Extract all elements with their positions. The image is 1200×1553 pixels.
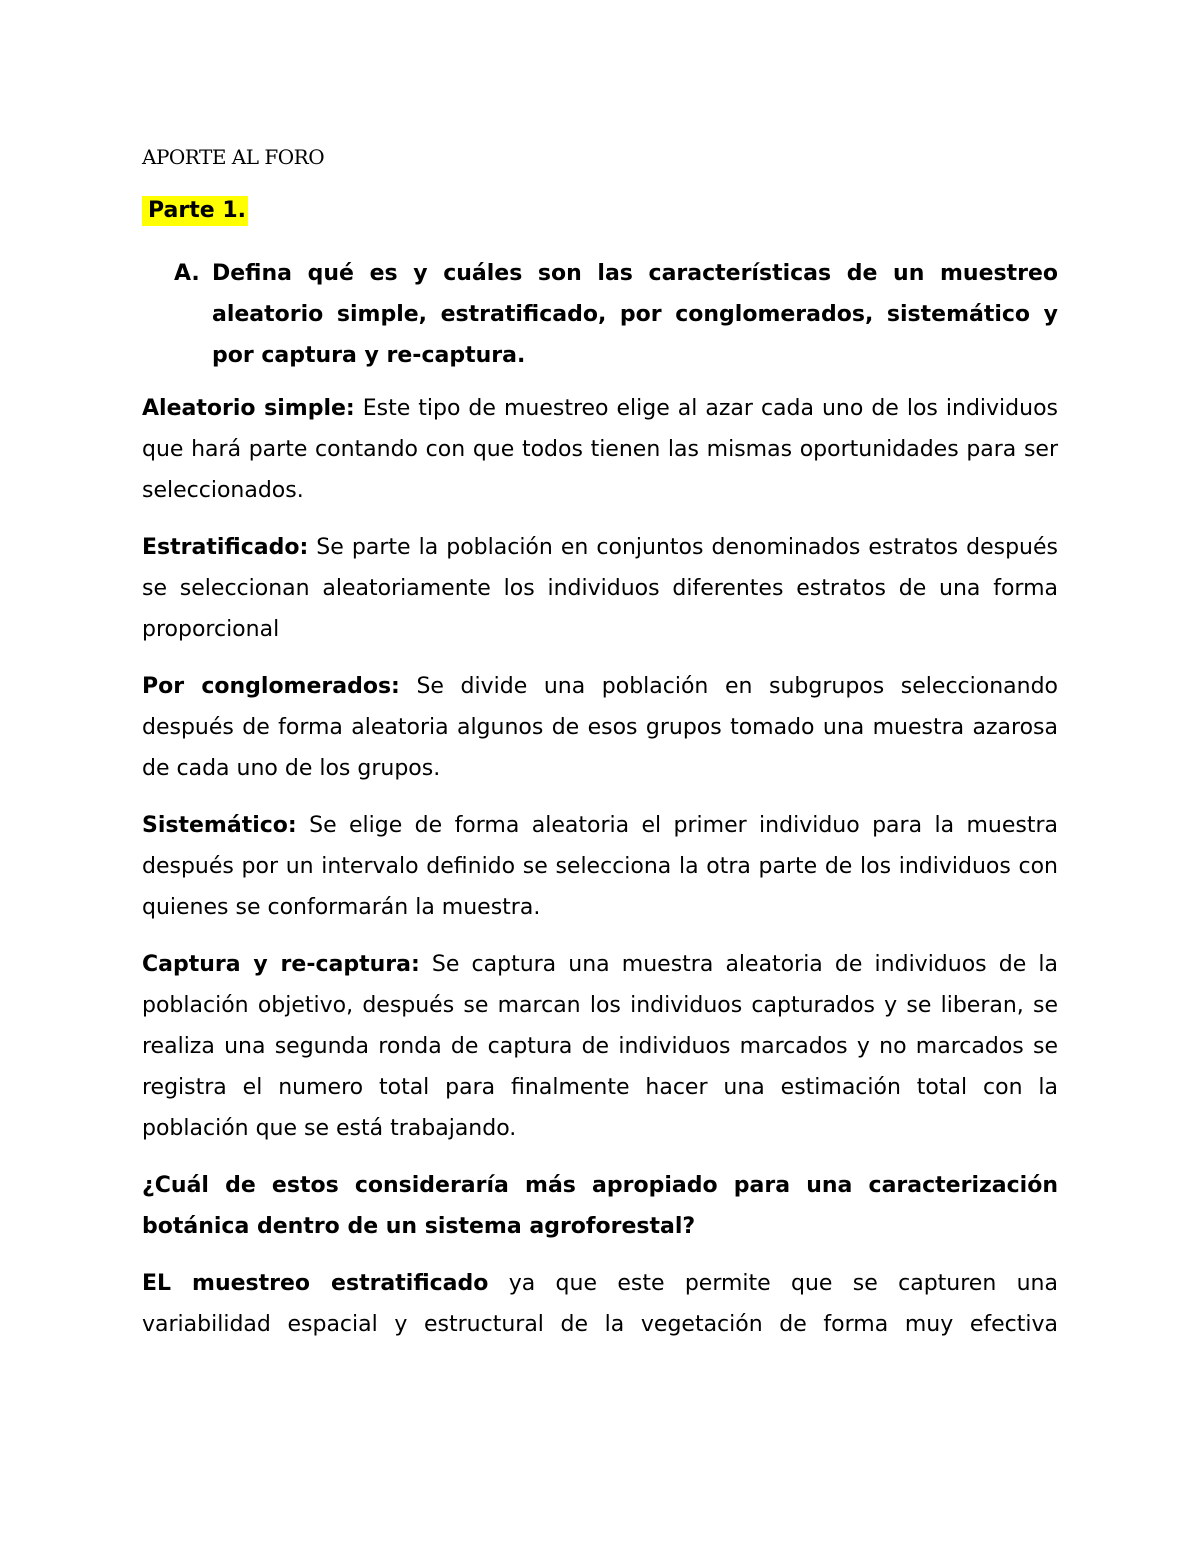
part-heading: Parte 1. — [142, 196, 248, 226]
definition-paragraph — [142, 388, 1058, 511]
definition-text: Se captura una muestra aleatoria de individuos de la población objetivo, después se marcan los individuos capturados y se liberan, se realiza una segunda ronda de captura de individuos marcados y no marcados se registra el numero total para finalmente hacer una estimación total con la población que se está trabajando. — [142, 952, 1058, 1141]
definition-paragraph — [142, 805, 1058, 928]
definition-term: Aleatorio simple: — [142, 396, 355, 421]
document-title: APORTE AL FORO — [142, 145, 325, 169]
definition-paragraph — [142, 944, 1058, 1149]
definition-text: Se divide una población en subgrupos seleccionando después de forma aleatoria algunos de esos grupos tomado una muestra azarosa de cada uno de los grupos. — [142, 674, 1059, 781]
definition-term: Estratificado: — [142, 535, 309, 560]
definition-paragraph — [142, 666, 1058, 789]
question-item — [142, 253, 1058, 376]
definition-term: Sistemático: — [142, 813, 297, 838]
definition-text: Se elige de forma aleatoria el primer individuo para la muestra después por un intervalo definido se selecciona la otra parte de los individuos con quienes se conformarán la muestra. — [142, 813, 1058, 920]
answer-text: ya que este permite que se capturen una variabilidad espacial y estructural de la vegetación de forma muy efectiva — [142, 1271, 1058, 1337]
definition-text: Se parte la población en conjuntos denominados estratos después se seleccionan aleatoriamente los individuos diferentes estratos de una forma proporcional — [142, 535, 1058, 642]
question-text: Defina qué es y cuáles son las características de un muestreo aleatorio simple, estratificado, por conglomerados, sistemático y por captura y re-captura. — [212, 261, 1058, 368]
definition-term: Por conglomerados: — [142, 674, 400, 699]
definition-term: Captura y re-captura: — [142, 952, 420, 977]
list-marker: A. — [174, 261, 200, 286]
answer-paragraph — [142, 1263, 1058, 1345]
answer-term: EL muestreo estratificado — [142, 1271, 489, 1296]
second-question: ¿Cuál de estos consideraría más apropiado para una caracterización botánica dentro de un sistema agroforestal? — [142, 1173, 1058, 1239]
definition-paragraph — [142, 527, 1058, 650]
definition-text: Este tipo de muestreo elige al azar cada uno de los individuos que hará parte contando con que todos tienen las mismas oportunidades para ser seleccionados. — [142, 396, 1058, 503]
